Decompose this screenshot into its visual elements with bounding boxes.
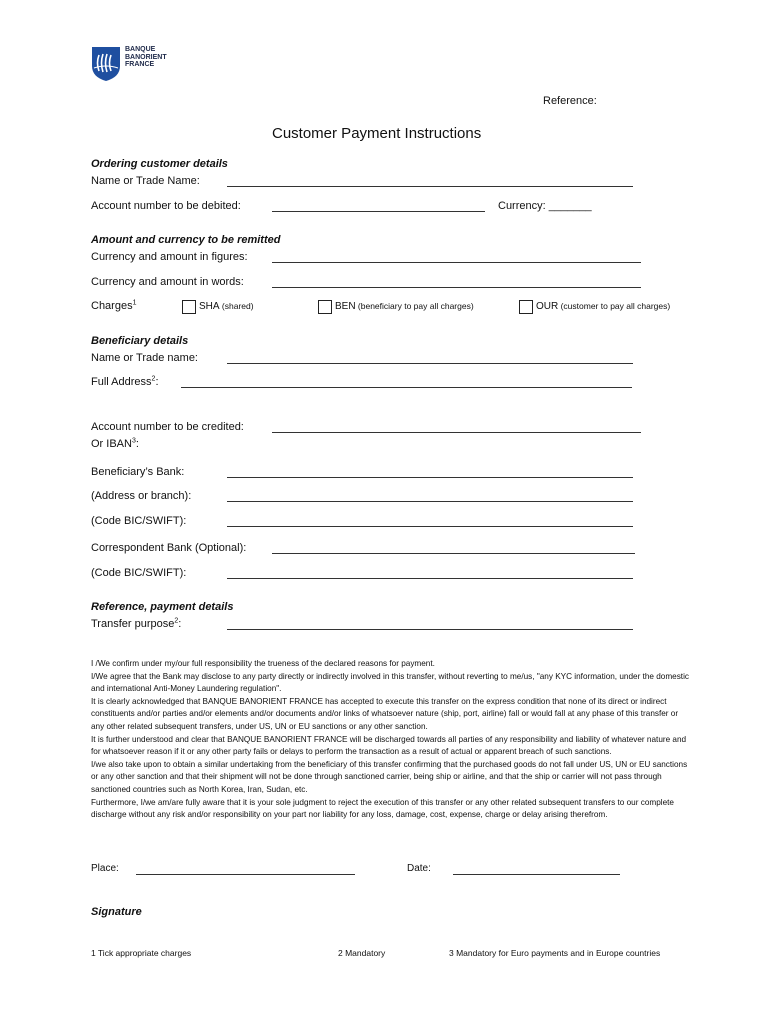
bank-branch-label: (Address or branch): <box>91 490 192 502</box>
currency-field[interactable]: Currency: _______ <box>498 200 592 212</box>
ordering-name-field[interactable] <box>227 186 633 187</box>
correspondent-bic-field[interactable] <box>227 578 633 579</box>
debit-account-field[interactable] <box>272 211 485 212</box>
charges-our-checkbox[interactable] <box>519 300 533 314</box>
section-title-amount: Amount and currency to be remitted <box>91 234 281 246</box>
legal-paragraph: I/We agree that the Bank may disclose to any party directly or indirectly involved in this transfer, without reverting to me/us, "any KYC information, under the domestic and international Anti-Money Laundering regulation". <box>91 671 689 694</box>
bank-bic-field[interactable] <box>227 526 633 527</box>
legal-paragraph: Furthermore, I/we am/are fully aware that it is your sole judgment to reject the execution of this transfer or any other related subsequent transfers to our complete discharge without any risk and/or responsibility on your part nor liability for any loss, damage, cost, expense, charge or delay arising therefrom. <box>91 797 674 820</box>
iban-label: Or IBAN$^3$: <box>91 437 139 450</box>
footnote-3: 3 Mandatory for Euro payments and in Europe countries <box>449 948 661 958</box>
legal-paragraph: It is further understood and clear that BANQUE BANORIENT FRANCE will be discharged towards all parties of any responsibility and liability of whatever nature and for whatsoever reason if it or any other party fails or delays to perform the transaction as a result of actual or apparent breach of such sanctions. <box>91 734 687 757</box>
amount-figures-field[interactable] <box>272 262 641 263</box>
beneficiary-bank-label: Beneficiary’s Bank: <box>91 466 185 478</box>
section-title-reference: Reference, payment details <box>91 601 234 613</box>
date-field[interactable] <box>453 874 620 875</box>
transfer-purpose-field[interactable] <box>227 629 633 630</box>
place-label: Place: <box>91 863 119 874</box>
beneficiary-address-label: Full Address$^2$: <box>91 375 159 388</box>
amount-words-field[interactable] <box>272 287 641 288</box>
bank-branch-field[interactable] <box>227 501 633 502</box>
beneficiary-name-field[interactable] <box>227 363 633 364</box>
footnote-2: 2 Mandatory <box>338 948 386 958</box>
ordering-name-label: Name or Trade Name: <box>91 175 200 187</box>
legal-paragraph: I /We confirm under my/our full responsibility the trueness of the declared reasons for payment. <box>91 659 435 668</box>
amount-words-label: Currency and amount in words: <box>91 276 244 288</box>
beneficiary-name-label: Name or Trade name: <box>91 352 198 364</box>
charges-ben-checkbox[interactable] <box>318 300 332 314</box>
charges-our-label: OUR (customer to pay all charges) <box>536 301 671 312</box>
beneficiary-bank-field[interactable] <box>227 477 633 478</box>
date-label: Date: <box>407 863 431 874</box>
legal-paragraph: I/we also take upon to obtain a similar undertaking from the beneficiary of this transfer confirming that the purchased goods do not fall under US, UN or EU sanctions or any other sanction and that their shipment will not be done through sanctioned carrier, being ship or airline, and that the ship or carrier will not pass through sanctioned countries such as North Korea, Iran, Sudan, etc. <box>91 759 688 794</box>
reference-label: Reference: <box>543 95 597 107</box>
charges-sha-checkbox[interactable] <box>182 300 196 314</box>
logo-text-line: BANORIENT <box>125 53 167 61</box>
signature-label: Signature <box>91 906 142 918</box>
bank-logo-emblem-icon <box>91 46 121 82</box>
bank-bic-label: (Code BIC/SWIFT): <box>91 515 187 527</box>
beneficiary-address-field[interactable] <box>181 387 632 388</box>
charges-label: Charges$^1$ <box>91 299 137 312</box>
charges-ben-label: BEN (beneficiary to pay all charges) <box>335 301 474 312</box>
transfer-purpose-label: Transfer purpose$^2$: <box>91 617 182 630</box>
page-title: Customer Payment Instructions <box>272 125 482 142</box>
correspondent-bank-label: Correspondent Bank (Optional): <box>91 542 247 554</box>
place-field[interactable] <box>136 874 355 875</box>
debit-account-label: Account number to be debited: <box>91 200 241 212</box>
charges-sha-label: SHA (shared) <box>199 301 254 312</box>
legal-paragraph: It is clearly acknowledged that BANQUE BANORIENT FRANCE has accepted to execute this transfer on the express condition that none of its direct or indirect constituents and/or parties and/or elements and/or documents and/or links of whatsoever nature (ship, port, airline) fall or would fall at any phase of this transfer or any other related subsequent transfers, under US, UN or EU sanctions or any other sanction. <box>91 696 679 731</box>
correspondent-bic-label: (Code BIC/SWIFT): <box>91 567 187 579</box>
amount-figures-label: Currency and amount in figures: <box>91 251 248 263</box>
logo-text-line: BANQUE <box>125 46 156 53</box>
legal-declaration <box>91 658 691 822</box>
footnote-1: 1 Tick appropriate charges <box>91 948 192 958</box>
section-title-ordering: Ordering customer details <box>91 158 228 170</box>
logo-text-line: FRANCE <box>125 61 155 68</box>
credit-account-label: Account number to be credited: <box>91 421 244 433</box>
correspondent-bank-field[interactable] <box>272 553 635 554</box>
section-title-beneficiary: Beneficiary details <box>91 335 189 347</box>
credit-account-field[interactable] <box>272 432 641 433</box>
